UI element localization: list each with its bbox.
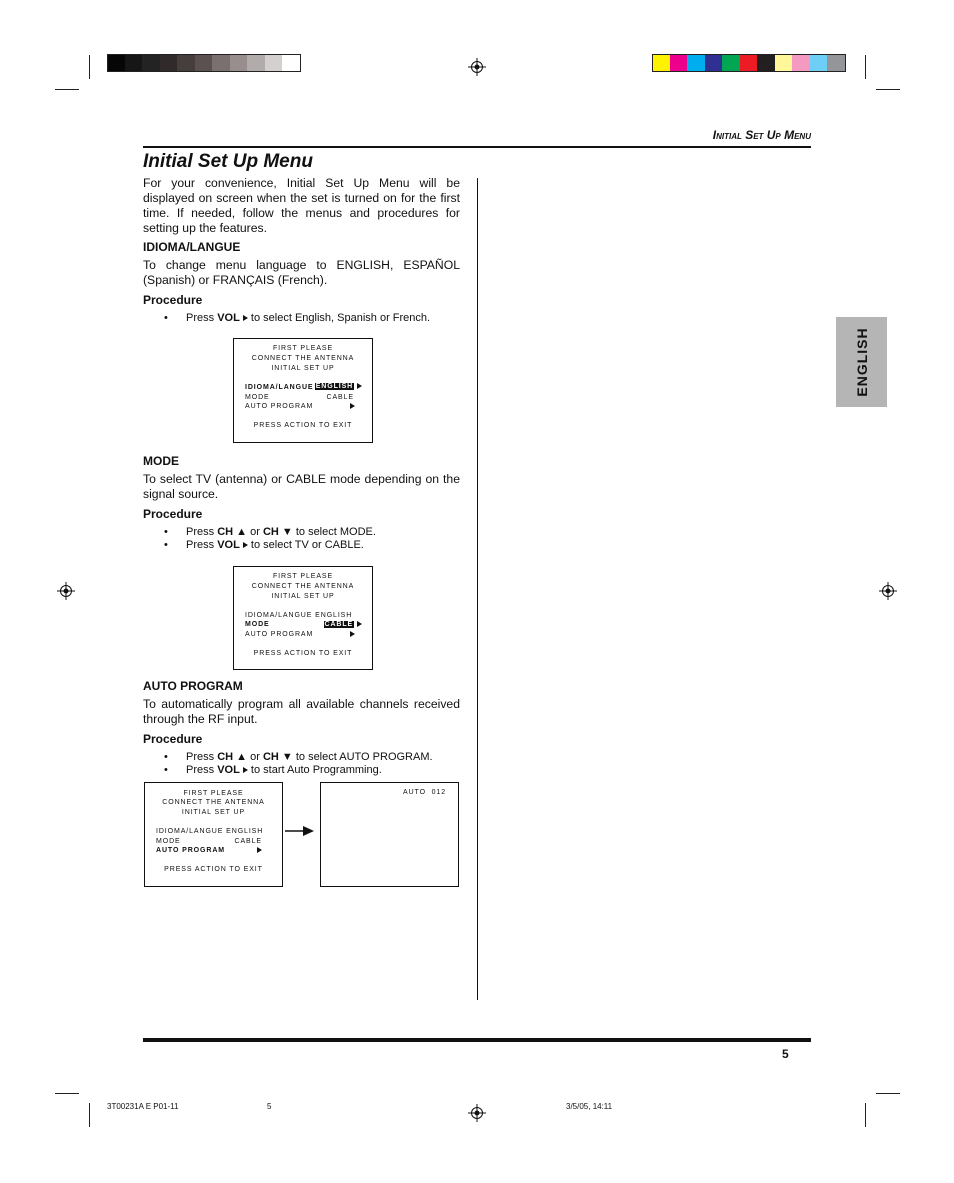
auto-channel-counter: AUTO 012 xyxy=(403,789,446,796)
arrow-right-icon xyxy=(285,825,315,837)
column-divider xyxy=(477,178,478,1000)
menu-arrow xyxy=(350,403,355,410)
right-arrow-icon xyxy=(350,403,355,409)
menu-exit-hint: PRESS ACTION TO EXIT xyxy=(253,650,353,657)
menu-screen-auto-progress xyxy=(320,782,459,887)
right-arrow-icon xyxy=(357,383,362,389)
menu-arrow xyxy=(350,631,355,638)
auto-bullet-2: • Press VOL to start Auto Programming. xyxy=(164,764,382,776)
menu-item-idioma: IDIOMA/LANGUE ENGLISH xyxy=(156,828,264,835)
crop-mark xyxy=(876,1093,900,1094)
color-bar-frame xyxy=(652,54,846,72)
right-arrow-icon xyxy=(257,847,262,853)
crop-mark xyxy=(55,1093,79,1094)
auto-bullet-1: • Press CH ▲ or CH ▼ to select AUTO PROGRAM. xyxy=(164,751,433,763)
crop-mark xyxy=(876,89,900,90)
menu-item-auto: AUTO PROGRAM xyxy=(156,847,226,854)
menu-value-mode: CABLE xyxy=(234,838,262,845)
menu-line: FIRST PLEASE xyxy=(272,573,334,580)
down-arrow-icon: ▼ xyxy=(281,751,293,763)
footer-rule xyxy=(143,1038,811,1042)
menu-arrow xyxy=(257,847,262,854)
menu-item-auto: AUTO PROGRAM xyxy=(245,403,314,410)
header-rule xyxy=(143,146,811,148)
running-head: Initial Set Up Menu xyxy=(712,128,811,142)
menu-value-mode: CABLE xyxy=(324,621,362,628)
idioma-heading: IDIOMA/LANGUE xyxy=(143,240,241,254)
right-arrow-icon xyxy=(357,621,362,627)
down-arrow-icon: ▼ xyxy=(281,526,293,538)
menu-line: CONNECT THE ANTENNA xyxy=(162,799,265,806)
footer-page: 5 xyxy=(267,1102,272,1111)
menu-screen-mode xyxy=(233,566,373,670)
mode-procedure-label: Procedure xyxy=(143,507,203,521)
menu-item-mode: MODE xyxy=(156,838,181,845)
crop-mark xyxy=(55,89,79,90)
intro-paragraph: For your convenience, Initial Set Up Menu will be displayed on screen when the set is turned on for the first time. If needed, follow the menus and procedures for setting up the features. xyxy=(143,176,460,235)
menu-line: CONNECT THE ANTENNA xyxy=(251,583,355,590)
page-number: 5 xyxy=(782,1047,789,1061)
crop-mark xyxy=(89,55,90,79)
menu-exit-hint: PRESS ACTION TO EXIT xyxy=(253,422,353,429)
mode-bullet-2: • Press VOL to select TV or CABLE. xyxy=(164,539,364,551)
crop-mark xyxy=(89,1103,90,1127)
registration-mark-icon xyxy=(57,582,75,600)
auto-heading: AUTO PROGRAM xyxy=(143,679,243,693)
menu-item-mode: MODE xyxy=(245,394,270,401)
menu-item-idioma: IDIOMA/LANGUE ENGLISH xyxy=(245,612,353,619)
menu-item-idioma: IDIOMA/LANGUE xyxy=(245,384,314,391)
idioma-bullet-1: • Press VOL to select English, Spanish or French. xyxy=(164,312,431,324)
registration-mark-icon xyxy=(468,58,486,76)
side-tab-label: ENGLISH xyxy=(853,327,870,397)
gray-scale-frame xyxy=(107,54,301,72)
menu-item-mode: MODE xyxy=(245,621,270,628)
menu-line: INITIAL SET UP xyxy=(181,809,246,816)
auto-text: To automatically program all available channels received through the RF input. xyxy=(143,697,460,726)
auto-procedure-label: Procedure xyxy=(143,732,203,746)
menu-value-mode: CABLE xyxy=(326,394,354,401)
idioma-procedure-label: Procedure xyxy=(143,293,203,307)
language-side-tab xyxy=(836,317,887,407)
up-arrow-icon: ▲ xyxy=(236,751,248,763)
registration-mark-icon xyxy=(468,1104,486,1122)
menu-value-idioma: ENGLISH xyxy=(315,383,362,390)
menu-line: CONNECT THE ANTENNA xyxy=(251,355,355,362)
page-title: Initial Set Up Menu xyxy=(143,151,313,172)
mode-text: To select TV (antenna) or CABLE mode depending on the signal source. xyxy=(143,472,460,501)
menu-line: FIRST PLEASE xyxy=(272,345,334,352)
idioma-text: To change menu language to ENGLISH, ESPAÑOL (Spanish) or FRANÇAIS (French). xyxy=(143,258,460,287)
registration-mark-icon xyxy=(879,582,897,600)
menu-line: FIRST PLEASE xyxy=(183,790,244,797)
footer-doc-code: 3T00231A E P01-11 xyxy=(107,1102,179,1111)
crop-mark xyxy=(865,1103,866,1127)
up-arrow-icon: ▲ xyxy=(236,526,248,538)
mode-heading: MODE xyxy=(143,454,179,468)
footer-date: 3/5/05, 14:11 xyxy=(566,1102,613,1111)
crop-mark xyxy=(865,55,866,79)
menu-line: INITIAL SET UP xyxy=(271,593,335,600)
menu-exit-hint: PRESS ACTION TO EXIT xyxy=(164,866,263,873)
menu-screen-idioma xyxy=(233,338,373,443)
menu-screen-auto xyxy=(144,782,283,887)
menu-item-auto: AUTO PROGRAM xyxy=(245,631,314,638)
mode-bullet-1: • Press CH ▲ or CH ▼ to select MODE. xyxy=(164,526,376,538)
menu-line: INITIAL SET UP xyxy=(271,365,335,372)
right-arrow-icon xyxy=(350,631,355,637)
